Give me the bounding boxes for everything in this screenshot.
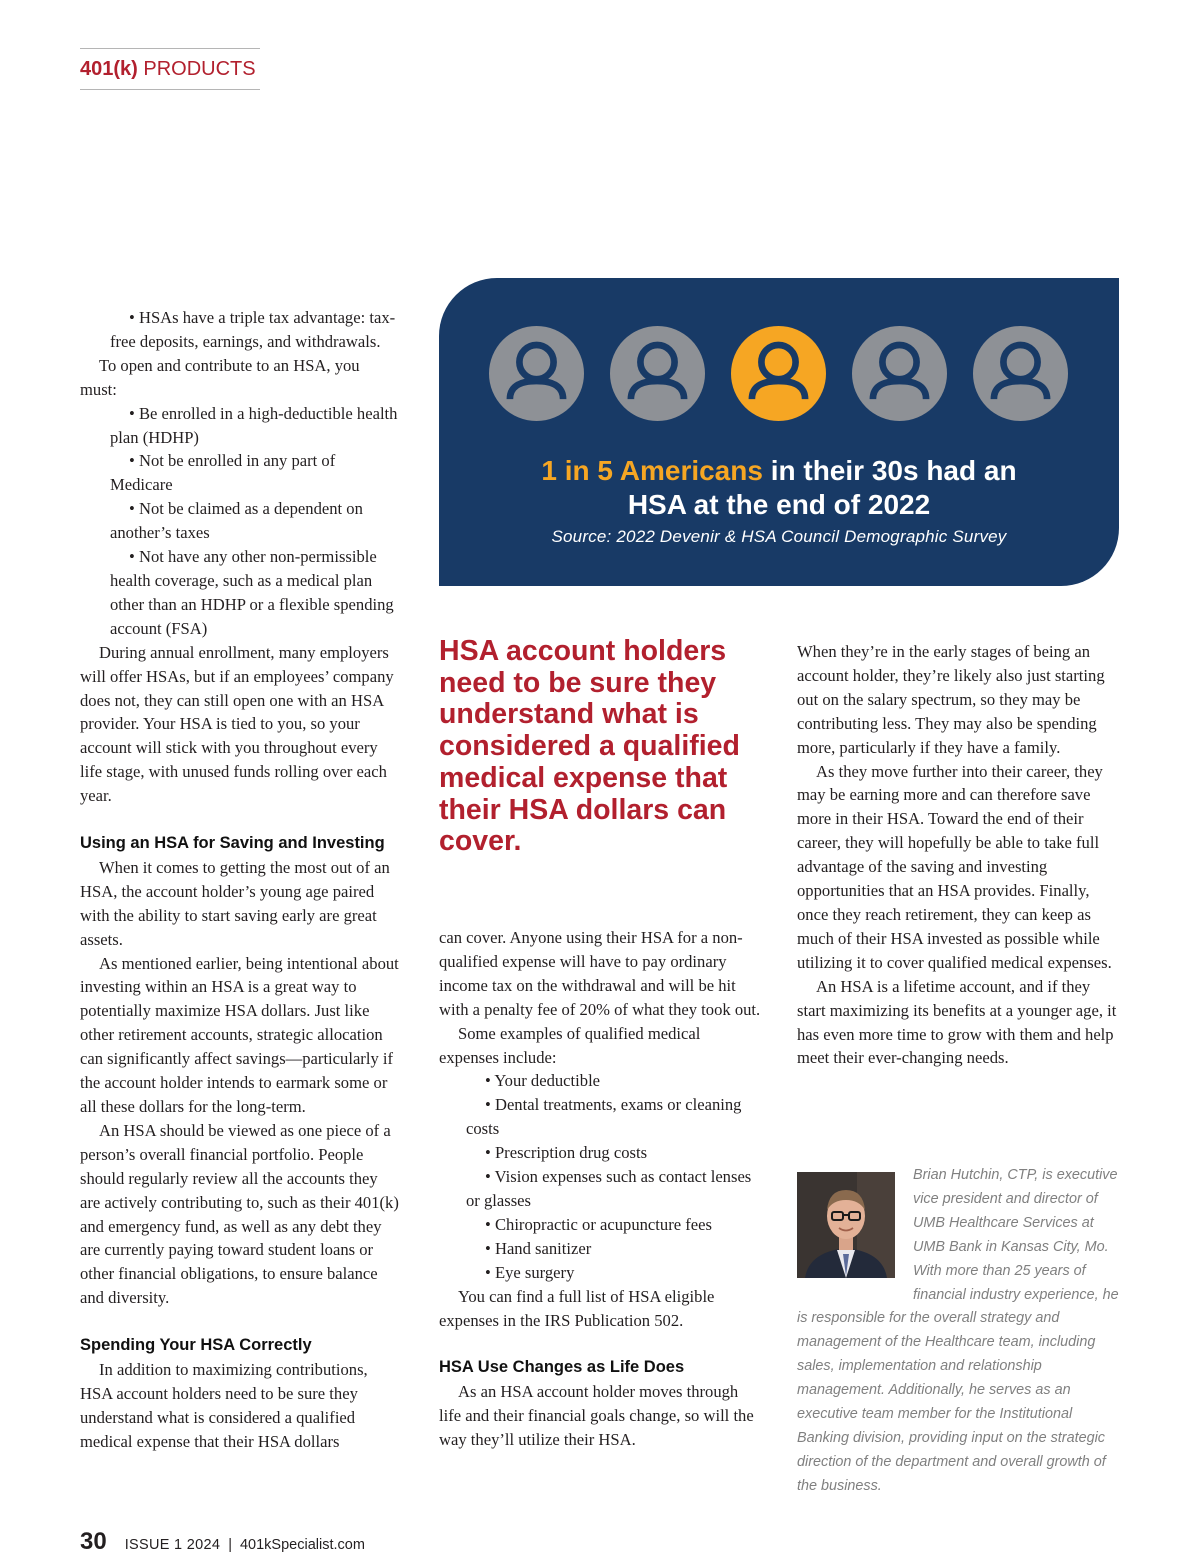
- issue-label: ISSUE 1 2024: [124, 1537, 221, 1553]
- footer-separator: |: [228, 1537, 232, 1553]
- paragraph: You can find a full list of HSA eligible expenses in the IRS Publication 502.: [439, 1286, 715, 1330]
- list-item: • Vision expenses such as contact lenses or glasses: [466, 1167, 752, 1210]
- section-label-rest: PRODUCTS: [137, 57, 256, 80]
- paragraph: To open and contribute to an HSA, you must:: [80, 355, 360, 399]
- person-icon: [610, 326, 705, 421]
- list-item: • HSAs have a triple tax advantage: tax-free deposits, earnings, and withdrawals.: [110, 308, 396, 351]
- infographic-panel: [439, 278, 1119, 586]
- person-icon: [489, 326, 584, 421]
- paragraph: During annual enrollment, many employers will offer HSAs, but if an employees’ company does not, they can still open one with an HSA provider. Your HSA is tied to you, so your account will stick with you throughout every life stage, with unused funds rolling over each year.: [80, 642, 394, 806]
- paragraph: An HSA is a lifetime account, and if they start maximizing its benefits at a younger age, it has even more time to grow with them and help meet their ever-changing needs.: [797, 976, 1117, 1068]
- list-item: • Not have any other non-permissible health coverage, such as a medical plan other than an HDHP or a flexible spending account (FSA): [110, 547, 394, 638]
- list-item: • Dental treatments, exams or cleaning costs: [466, 1095, 742, 1139]
- paragraph: As mentioned earlier, being intentional about investing within an HSA is a great way to potentially maximize HSA dollars. Just like other retirement accounts, strategic allocation can significantly affect savings—particularly if the account holder intends to earmark some or all these dollars for the long-term.: [80, 953, 399, 1116]
- page-number: 30: [80, 1528, 107, 1555]
- list-item: • Not be enrolled in any part of Medicare: [110, 451, 336, 495]
- subheading: Spending Your HSA Correctly: [80, 1336, 312, 1355]
- section-label-bold: 401(k): [80, 57, 138, 80]
- headline-rest: in their 30s had an HSA at the end of 2022: [627, 455, 1017, 520]
- person-icon-highlighted: [731, 326, 826, 421]
- headline-highlight: 1 in 5 Americans: [541, 455, 763, 486]
- right-column: [797, 640, 1122, 1070]
- person-icon: [973, 326, 1068, 421]
- list-item: • Prescription drug costs: [485, 1143, 648, 1163]
- person-icon: [852, 326, 947, 421]
- middle-column: [439, 926, 764, 1452]
- page-footer: [80, 1528, 365, 1556]
- subheading: Using an HSA for Saving and Investing: [80, 834, 385, 853]
- section-header: [80, 48, 260, 90]
- subheading: HSA Use Changes as Life Does: [439, 1358, 685, 1377]
- author-bio: [797, 1164, 1122, 1499]
- list-item: • Hand sanitizer: [485, 1238, 592, 1258]
- list-item: • Eye surgery: [485, 1262, 575, 1282]
- list-item: • Your deductible: [485, 1071, 601, 1091]
- section-label: [80, 58, 256, 81]
- paragraph: As they move further into their career, they may be earning more and can therefore save more in their HSA. Toward the end of their career, they will hopefully be able to take full advantage of the saving and investing opportunities that an HSA provides. Finally, once they reach retirement, they can keep as much of their HSA invested as possible while utilizing it to cover qualified medical expenses.: [797, 761, 1112, 972]
- infographic-headline: [439, 454, 1119, 522]
- list-item: • Be enrolled in a high-deductible health plan (HDHP): [110, 403, 398, 447]
- paragraph: can cover. Anyone using their HSA for a non-qualified expense will have to pay ordinary income tax on the withdrawal and will be hit with a penalty fee of 20% of what they took out.: [439, 928, 761, 1019]
- website-link[interactable]: 401kSpecialist.com: [239, 1537, 365, 1553]
- author-bio-text: Brian Hutchin, CTP, is executive vice president and director of UMB Healthcare Services at UMB Bank in Kansas City, Mo. With more than 25 years of financial industry experience, he is responsible for the overall strategy and management of the Healthcare team, including sales, implementation and relationship management. Additionally, he serves as an executive team member for the Institutional Banking division, providing input on the strategic direction of the department and overall growth of the business.: [797, 1167, 1119, 1494]
- paragraph: When they’re in the early stages of being an account holder, they’re likely also just starting out on the salary spectrum, so they may be contributing less. They may also be spending more, particularly if they have a family.: [797, 642, 1105, 757]
- list-item: • Chiropractic or acupuncture fees: [485, 1214, 712, 1234]
- paragraph: In addition to maximizing contributions, HSA account holders need to be sure they understand what is considered a qualified medical expense that their HSA dollars: [80, 1360, 368, 1451]
- paragraph: When it comes to getting the most out of an HSA, the account holder’s young age paired with the ability to start saving early are great assets.: [80, 857, 390, 949]
- paragraph: As an HSA account holder moves through life and their financial goals change, so will the way they’ll utilize their HSA.: [439, 1382, 754, 1450]
- pull-quote: HSA account holders need to be sure they understand what is considered a qualified medical expense that their HSA dollars can cover.: [439, 635, 740, 858]
- infographic-source: Source: 2022 Devenir & HSA Council Demographic Survey: [551, 527, 1007, 546]
- paragraph: An HSA should be viewed as one piece of a person’s overall financial portfolio. People should regularly review all the accounts they are actively contributing to, such as their 401(k) and emergency fund, as well as any debt they are currently paying toward student loans or other financial obligations, to ensure balance and diversity.: [80, 1120, 399, 1308]
- paragraph: Some examples of qualified medical expenses include:: [439, 1023, 701, 1067]
- photo-spacer: [797, 1164, 913, 1284]
- people-icons: [489, 326, 1069, 421]
- left-column: [80, 306, 400, 1454]
- list-item: • Not be claimed as a dependent on another’s taxes: [110, 499, 363, 543]
